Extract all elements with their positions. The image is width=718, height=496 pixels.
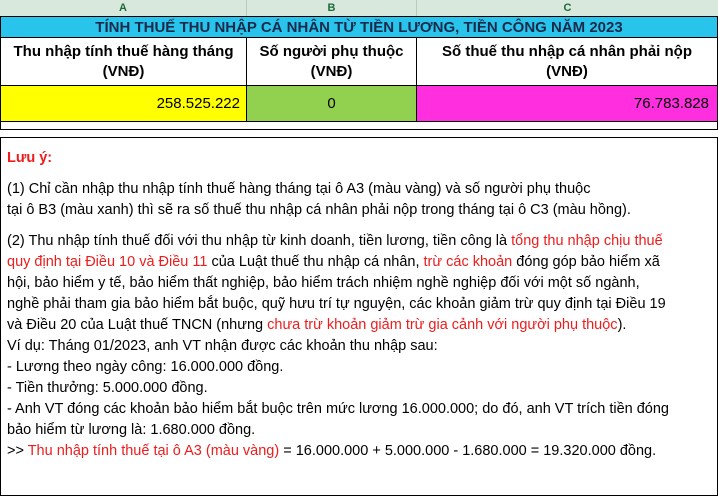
note-2-highlight: tổng thu nhập chịu thuế — [511, 233, 663, 249]
value-row — [0, 86, 718, 122]
note-2-line5 — [7, 315, 711, 336]
input-cell-b3[interactable]: 0 — [247, 86, 417, 122]
example-text: >> — [7, 443, 28, 459]
example-highlight: Thu nhập tính thuế tại ô A3 (màu vàng) — [27, 443, 280, 459]
note-2-highlight: trừ các khoản — [423, 254, 513, 270]
column-header-c[interactable]: C — [417, 0, 718, 16]
header-a-line2: (VNĐ) — [102, 62, 145, 80]
note-2-text: đóng góp bảo hiểm xã — [512, 254, 660, 270]
note-2-text: và Điều 20 của Luật thuế TNCN (nhưng — [7, 317, 268, 333]
example-line6 — [7, 441, 711, 462]
note-2-highlight: quy định tại Điều 10 và Điều 11 — [7, 254, 208, 270]
spacer — [7, 221, 711, 231]
notes-title: Lưu ý: — [7, 150, 53, 166]
empty-row[interactable] — [0, 122, 718, 130]
header-b-line2: (VNĐ) — [310, 62, 353, 80]
example-line2: - Lương theo ngày công: 16.000.000 đồng. — [7, 359, 284, 375]
notes-cell[interactable] — [0, 137, 718, 496]
input-cell-a3[interactable]: 258.525.222 — [0, 86, 247, 122]
column-header-a[interactable]: A — [0, 0, 247, 16]
note-2-line3: hội, bảo hiểm y tế, bảo hiểm thất nghiệp, bảo hiểm trách nhiệm nghề nghiệp đối với một số ngành, — [7, 275, 640, 291]
example-line3: - Tiền thưởng: 5.000.000 đồng. — [7, 380, 208, 396]
header-row — [0, 38, 718, 86]
note-2-line4: nghề phải tham gia bảo hiểm bắt buộc, quỹ hưu trí tự nguyện, các khoản giảm trừ quy định tại Điều 19 — [7, 296, 666, 312]
result-cell-c3[interactable]: 76.783.828 — [417, 86, 718, 122]
note-1-line2: tại ô B3 (màu xanh) thì sẽ ra số thuế thu nhập cá nhân phải nộp trong tháng tại ô C3 (màu hồng). — [7, 202, 631, 218]
header-cell-c[interactable] — [417, 38, 718, 86]
example-line1: Ví dụ: Tháng 01/2023, anh VT nhận được các khoản thu nhập sau: — [7, 338, 438, 354]
header-b-line1: Số người phụ thuộc — [259, 42, 404, 60]
title-cell[interactable]: TÍNH THUẾ THU NHẬP CÁ NHÂN TỪ TIỀN LƯƠNG, TIỀN CÔNG NĂM 2023 — [0, 16, 718, 38]
header-a-line1: Thu nhập tính thuế hàng tháng — [13, 42, 234, 60]
column-header-bar — [0, 0, 718, 16]
header-c-line2: (VNĐ) — [546, 62, 588, 80]
note-2-text: của Luật thuế thu nhập cá nhân, — [207, 254, 424, 270]
note-2-highlight: chưa trừ khoản giảm trừ gia cảnh với người phụ thuộc — [267, 317, 618, 333]
note-2-line1 — [7, 231, 711, 252]
note-1-line1: (1) Chỉ cần nhập thu nhập tính thuế hàng tháng tại ô A3 (màu vàng) và số người phụ thuộc — [7, 181, 591, 197]
column-header-b[interactable]: B — [247, 0, 417, 16]
header-cell-a[interactable] — [0, 38, 247, 86]
example-line5: bảo hiểm từ lương là: 1.680.000 đồng. — [7, 422, 256, 438]
header-c-line1: Số thuế thu nhập cá nhân phải nộp — [442, 42, 692, 60]
note-2-text: ). — [617, 317, 627, 333]
note-2-text: (2) Thu nhập tính thuế đối với thu nhập từ kinh doanh, tiền lương, tiền công là — [7, 233, 512, 249]
example-text: = 16.000.000 + 5.000.000 - 1.680.000 = 19.320.000 đồng. — [279, 443, 657, 459]
note-2-line2 — [7, 252, 711, 273]
example-line4: - Anh VT đóng các khoản bảo hiểm bắt buộc trên mức lương 16.000.000; do đó, anh VT trích tiền đóng — [7, 401, 669, 417]
spreadsheet-grid — [0, 16, 718, 130]
header-cell-b[interactable] — [247, 38, 417, 86]
